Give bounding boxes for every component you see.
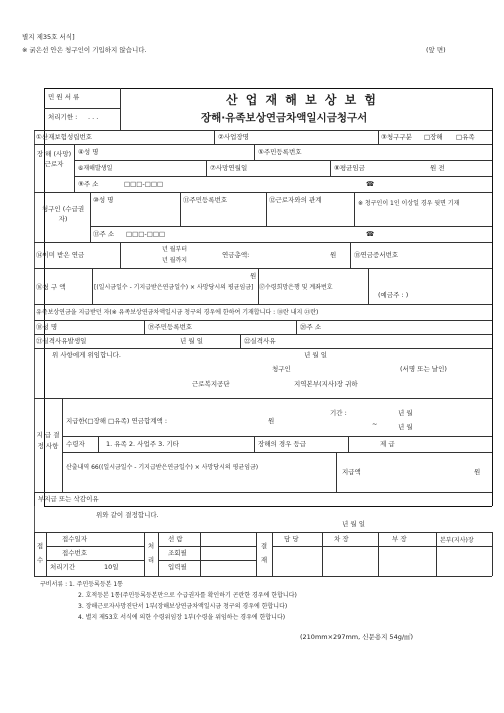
period-end: 년 월 <box>398 423 413 431</box>
claimant-rrn-label: ⑪주민등록번호 <box>183 196 228 204</box>
recv-no-label: 접수번호 <box>62 549 88 557</box>
decision-date: 년 월 일 <box>342 520 365 528</box>
pay-amount-won: 원 <box>474 468 481 476</box>
office-proc-side: 처 리 <box>147 542 155 565</box>
claimant-side-label: 청구인 (수급권자) <box>41 205 85 223</box>
recv-date-label: 접수일자 <box>62 535 88 543</box>
processing-period-label: 처리기간 <box>50 563 76 571</box>
recipient-org: 근로복지공단 <box>192 380 230 388</box>
pension-cert-label: ⑮연금증서번호 <box>354 251 399 259</box>
paper-spec: (210mm×297mm, 신문용지 54g/㎡) <box>300 633 414 641</box>
worker-name-label: ④성 명 <box>78 148 99 156</box>
notice-text: ※ 굵은선 안은 청구인이 기입하지 않습니다. <box>22 46 147 54</box>
phone-icon: ☎ <box>366 180 375 188</box>
sign-date: 년 월 일 <box>304 351 327 359</box>
claimant-phone-icon: ☎ <box>366 230 375 238</box>
period-label: 처리기한 : <box>48 113 78 121</box>
insurance-no-label: ①산재보험성립번호 <box>36 133 93 141</box>
bank-label: ⑰수령희망은행 및 계좌번호 <box>259 284 333 291</box>
claim-type-disability[interactable]: □장해 <box>424 133 443 141</box>
delegation-statement: 위 사항에게 위임합니다. <box>52 351 121 359</box>
recipient-options: 1. 유족 2. 사업주 3. 기타 <box>106 440 179 448</box>
reject-reason-label: 부지급 또는 삭감이유 <box>38 495 99 503</box>
workplace-label: ②사업장명 <box>218 133 249 141</box>
worker-rrn-label: ⑤주민등록번호 <box>258 148 302 156</box>
recipient-branch: 지역본부(지사)장 귀하 <box>294 380 358 388</box>
account-holder: (예금주 : ) <box>378 291 409 299</box>
deceased-heading: 유족보상연금을 지급받던 자(※ 유족보상연금차액일시금 청구의 경우에 한하여 기재합니다 : ⑱란 내지 ㉑란) <box>36 309 319 316</box>
pay-amount-label: 지급액 <box>342 468 361 476</box>
deceased-rrn-label: ⑲주민등록번호 <box>148 323 193 331</box>
approver-deputy: 차 장 <box>334 535 349 543</box>
period-start: 년 월 <box>398 409 413 417</box>
recipient-label: 수령자 <box>66 440 85 448</box>
payment-total-label: 지급한(□장해 □유족) 연금합계액 : <box>66 417 168 425</box>
page-side: (앞 면) <box>426 46 446 54</box>
col-input: 입력필 <box>168 563 187 571</box>
period-tilde: ~ <box>372 420 378 428</box>
grade-unit: 제 급 <box>380 440 395 448</box>
decision-side-label: 지 급 결 정 사항 <box>36 431 60 451</box>
calc-breakdown: 산출내역 66((일시금일수 - 기지급받은연금일수) × 사망당시의 평균임금) <box>66 464 259 471</box>
claimant-relation-label: ⑫근로자와의 관계 <box>269 196 322 204</box>
claimant-note: ※ 청구인이 1인 이상일 경우 뒷면 기재 <box>358 200 460 207</box>
docs-label: 민 원 서 류 <box>48 93 80 101</box>
claim-won: 원 <box>250 272 257 280</box>
col-review: 조회필 <box>168 549 187 557</box>
grade-label: 장해의 경우 등급 <box>258 440 307 448</box>
pension-from: 년 월부터 <box>162 246 188 253</box>
decision-statement: 위와 같이 결정합니다. <box>96 511 159 519</box>
injury-date-label: ⑥재해발생일 <box>78 165 113 172</box>
period-value: . . . <box>88 113 99 121</box>
col-select: 선 람 <box>168 535 183 543</box>
first-month-label: ⑦사망연월일 <box>210 164 248 172</box>
notes-item-3: 3. 장해근로자사망진단서 1부(장해보상연금차액일시금 청구의 경우에 한합니다) <box>78 603 288 610</box>
approver-chief: 본부(지사)장 <box>440 537 474 544</box>
notes-item-1: 구비서류 : 1. 주민등록등본 1통 <box>40 581 123 588</box>
loss-date-label: ㉑실격사유발생일 <box>36 337 87 345</box>
claim-formula: [(일시금일수 - 기지급받은연금일수) × 사망당시의 평균임금] <box>94 284 254 291</box>
notes-item-4: 4. 별지 제53호 서식에 의한 수령위임장 1부(수령을 위임하는 경우에 한합니다) <box>78 614 286 621</box>
claim-type-bereaved[interactable]: □유족 <box>456 133 475 141</box>
pension-total-label: 연금총액: <box>222 251 250 259</box>
worker-side-label: 장 해 (사망) 근로자 <box>36 150 72 168</box>
approver-staff: 담 당 <box>284 535 299 543</box>
claimant-sign-label: 청구인 <box>272 365 291 373</box>
loss-reason-label: ㉒실격사유 <box>244 337 276 345</box>
payment-won: 원 <box>268 417 275 425</box>
deceased-name-label: ⑱성 명 <box>36 323 58 331</box>
period-label-decision: 기간 : <box>330 409 347 417</box>
approver-head: 부 장 <box>392 535 407 543</box>
claim-amount-label: ⑯청 구 액 <box>36 283 66 291</box>
notes-item-2: 2. 호적등본 1통(주민등록등본만으로 수급권자를 확인하기 곤란한 경우에 한합니다) <box>78 592 297 599</box>
claimant-address-label: ⑬주 소 <box>93 230 115 238</box>
pension-received-label: ⑭이미 받은 연금 <box>36 251 85 259</box>
deceased-address-label: ⑳주 소 <box>300 323 322 331</box>
pension-to: 년 월까지 <box>162 257 188 264</box>
worker-zip: □□□-□□□ <box>124 180 164 188</box>
form-number: 별지 제35호 서식] <box>22 33 75 41</box>
avg-wage-label: ⑧평균임금 <box>334 164 365 172</box>
pension-won: 원 <box>330 251 337 259</box>
claimant-zip: □□□-□□□ <box>126 230 166 238</box>
office-recv-side: 접 수 <box>36 542 44 565</box>
loss-date-ymd: 년 월 일 <box>180 337 203 345</box>
claim-type-label: ③청구구분 <box>381 133 412 141</box>
sign-note: (서명 또는 날인) <box>400 365 447 373</box>
form-subtitle: 장해·유족보상연금차액일시금청구서 <box>201 112 368 124</box>
processing-period-value: 10일 <box>104 563 119 571</box>
claimant-name-label: ⑩성 명 <box>93 196 114 204</box>
avg-wage-unit: 원 전 <box>430 164 445 172</box>
office-approve-side: 결 재 <box>260 542 268 565</box>
worker-address-label: ⑨주 소 <box>78 180 99 188</box>
form-title: 산 업 재 해 보 상 보 험 <box>226 93 378 107</box>
